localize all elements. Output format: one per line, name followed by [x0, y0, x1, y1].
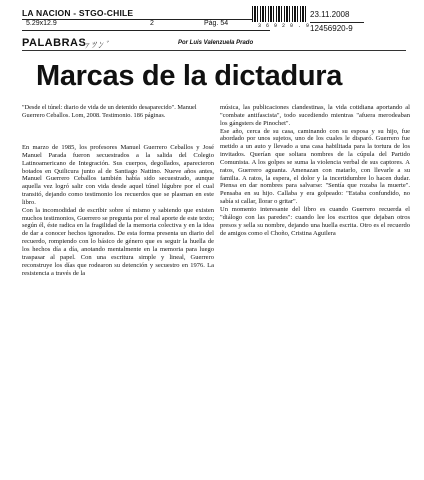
barcode-number: 3 6 9 2 0 . 9 — [258, 23, 311, 29]
header-rule-top — [22, 19, 270, 20]
header-rule-bottom — [22, 30, 270, 31]
paragraph: Ese año, cerca de su casa, caminando con su esposa y su hijo, fue abordado por unos sujetos, uno de los cuales le disparó. Guerrero fue metido a un auto y llevado a una casa habilitada para la tortura de los invitados. Querían que soltara nombres de la cúpula del Partido Comunista. A los golpes se suma la violencia verbal de sus captores. A ratos, Guerrero aguanta. Amenazan con matarlo, con llevarle a su familia. A ratos, la espera, el dolor y la incertidumbre lo hacen dudar. Piensa en dar nombres para salvarse: "Sentía que rozaba la muerte". Pensaba en su hijo. Callaba y era golpeado: "Estaba confundido, no sabía si callar, llorar o gritar". — [220, 127, 410, 206]
article-title: Marcas de la dictadura — [36, 60, 343, 92]
article-column-2 — [220, 104, 410, 237]
clipping-size: 5.29x12.9 — [26, 20, 57, 27]
article-column-1 — [22, 144, 214, 277]
book-reference: "Desde el túnel: diario de vida de un detenido desaparecido". Manuel Guerrero Ceballos. Lom, 2008. Testimonio. 186 páginas. — [22, 104, 197, 119]
barcode-icon — [252, 6, 308, 22]
code-rule — [310, 22, 364, 23]
paragraph: Un momento interesante del libro es cuando Guerrero recuerda el "diálogo con las paredes": cuando lee los escritos que dejaban otros presos y sella su nombre, dejando una huella escrita. Otro es el recuerdo de amigos como el Choño, Cristina Aguilera — [220, 205, 410, 237]
clipping-date: 23.11.2008 — [310, 10, 350, 19]
section-label: PALABRAS — [22, 37, 87, 49]
publication-name: LA NACION - STGO-CHILE — [22, 8, 134, 18]
byline: Por Luis Valenzuela Prado — [178, 40, 254, 46]
paragraph: música, las publicaciones clandestinas, la vida cotidiana aportando al "combate antifascista", todo sucediendo mientras "afuera merodeaban los gángsters de Pinochet". — [220, 104, 410, 127]
paragraph: Con la incomodidad de escribir sobre sí mismo y sabiendo que existen muchos testimonios, Guerrero se pregunta por el real aporte de este texto; según él, éste radica en la fragilidad de la memoria colectiva y en la idea de dar a conocer hechos ignorados. De esta forma presenta un diario del recuerdo, rompiendo con lo básico de género que es seguir la huella de los hechos día a día, anotando mentalmente en la memoria para luego traspasar al papel. Con una escritura simple y lineal, Guerrero reconstruye los días que rodearon su detención y secuestro en 1976. La resistencia a través de la — [22, 206, 214, 277]
page-number: Pág. 54 — [204, 20, 229, 27]
handwritten-note: ﾞｧ ﾂ ﾝ ﾞ — [80, 40, 110, 50]
paragraph: En marzo de 1985, los profesores Manuel Guerrero Ceballos y José Manuel Parada fueron secuestrados a la salida del Colegio Latinoamericano de Integración. Sus cuerpos, degollados, aparecieron botados en Quilicura junto al de Santiago Nattino. Nueve años antes, Manuel Guerrero Ceballos también había sido secuestrado, aunque aquella vez logró salir con vida desde aquel túnel lúgubre por el cual transitó, dejando como testimonio los recuerdos que se plasman en este libro. — [22, 144, 214, 206]
edition-number: 2 — [150, 20, 154, 27]
section-rule — [22, 50, 406, 51]
clipping-code: 12456920-9 — [310, 24, 353, 33]
